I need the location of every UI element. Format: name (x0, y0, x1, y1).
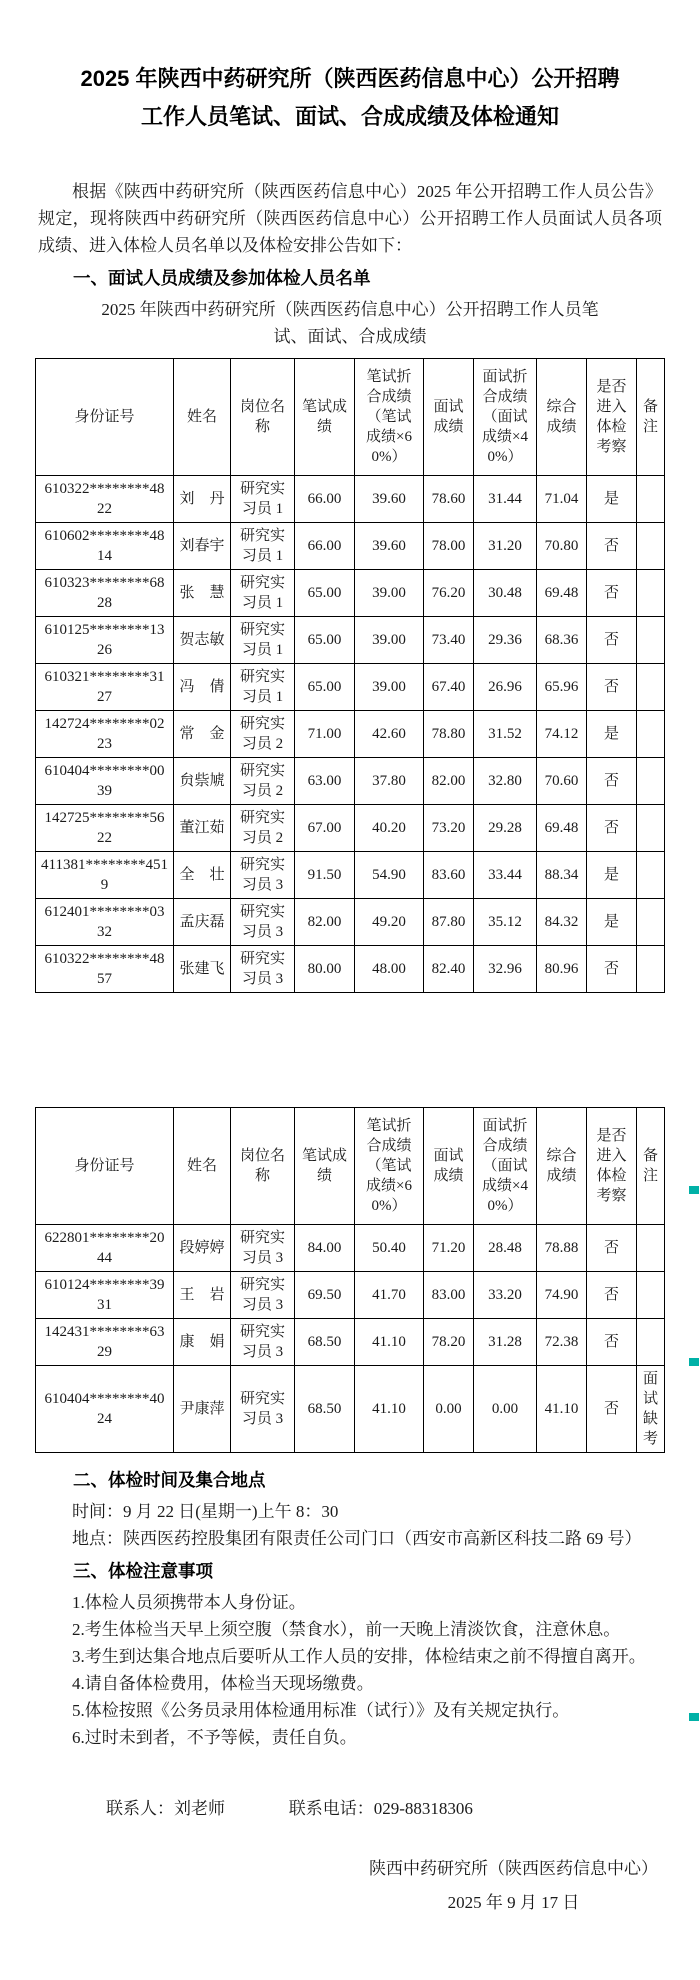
table-cell: 65.00 (295, 664, 355, 711)
table-cell: 否 (587, 758, 637, 805)
table-cell: 610321********3127 (36, 664, 174, 711)
table-cell: 42.60 (355, 711, 424, 758)
table-cell: 48.00 (355, 946, 424, 993)
table-cell: 否 (587, 523, 637, 570)
table-cell: 91.50 (295, 852, 355, 899)
column-header: 是否进入体检考察 (587, 1108, 637, 1225)
table-cell: 82.00 (295, 899, 355, 946)
table-cell: 80.96 (537, 946, 587, 993)
table-cell: 41.70 (355, 1272, 424, 1319)
table-cell: 610602********4814 (36, 523, 174, 570)
table-cell: 康 娟 (174, 1319, 231, 1366)
table-cell: 83.00 (424, 1272, 474, 1319)
score-table-caption: 2025 年陕西中药研究所（陕西医药信息中心）公开招聘工作人员笔试、面试、合成成绩 (101, 300, 599, 346)
table-cell: 142724********0223 (36, 711, 174, 758)
table-cell: 67.40 (424, 664, 474, 711)
table-cell: 70.80 (537, 523, 587, 570)
column-header: 笔试折合成绩（笔试成绩×60%） (355, 359, 424, 476)
table-cell (637, 946, 665, 993)
table-cell: 刘 丹 (174, 476, 231, 523)
table-cell: 否 (587, 1319, 637, 1366)
column-header: 面试折合成绩（面试成绩×40%） (474, 1108, 537, 1225)
table-cell: 0.00 (424, 1366, 474, 1453)
table-cell: 32.80 (474, 758, 537, 805)
table-cell: 31.52 (474, 711, 537, 758)
contact-person: 联系人：刘老师 (106, 1799, 225, 1818)
table-cell: 610322********4857 (36, 946, 174, 993)
table-cell (637, 664, 665, 711)
table-cell (637, 805, 665, 852)
table-cell: 王 岩 (174, 1272, 231, 1319)
header-row (36, 359, 665, 476)
column-header: 身份证号 (36, 359, 174, 476)
table-row (36, 523, 665, 570)
table-row (36, 852, 665, 899)
column-header: 身份证号 (36, 1108, 174, 1225)
table-cell: 全 壮 (174, 852, 231, 899)
table-cell: 50.40 (355, 1225, 424, 1272)
column-header: 面试成绩 (424, 359, 474, 476)
table-cell: 68.50 (295, 1319, 355, 1366)
table-cell: 研究实习员 1 (231, 476, 295, 523)
table-row (36, 1366, 665, 1453)
table-row (36, 1319, 665, 1366)
table-cell: 610125********1326 (36, 617, 174, 664)
table-cell: 74.12 (537, 711, 587, 758)
signature-org: 陕西中药研究所（陕西医药信息中心） (369, 1859, 658, 1878)
header-row (36, 1108, 665, 1225)
table-cell: 研究实习员 3 (231, 1319, 295, 1366)
table-cell: 26.96 (474, 664, 537, 711)
note-item: 6.过时未到者，不予等候，责任自负。 (72, 1728, 357, 1747)
signature-block (369, 1852, 658, 1920)
table-cell: 78.20 (424, 1319, 474, 1366)
column-header: 姓名 (174, 1108, 231, 1225)
table-cell: 41.10 (537, 1366, 587, 1453)
table-cell: 82.00 (424, 758, 474, 805)
table-cell: 78.80 (424, 711, 474, 758)
column-header: 综合成绩 (537, 359, 587, 476)
table-cell: 是 (587, 476, 637, 523)
table-cell: 72.38 (537, 1319, 587, 1366)
document-title: 2025 年陕西中药研究所（陕西医药信息中心）公开招聘工作人员笔试、面试、合成成绩及体检通知 (80, 66, 620, 129)
table-cell: 65.00 (295, 570, 355, 617)
table-cell: 610124********3931 (36, 1272, 174, 1319)
table-cell: 贠祡虓 (174, 758, 231, 805)
column-header: 备注 (637, 1108, 665, 1225)
table-cell (637, 899, 665, 946)
column-header: 姓名 (174, 359, 231, 476)
table-cell: 研究实习员 1 (231, 523, 295, 570)
table-cell: 研究实习员 2 (231, 711, 295, 758)
score-table-2 (35, 1107, 665, 1453)
column-header: 是否进入体检考察 (587, 359, 637, 476)
table-cell (637, 476, 665, 523)
table-row (36, 476, 665, 523)
table-cell: 142431********6329 (36, 1319, 174, 1366)
table-cell: 否 (587, 1225, 637, 1272)
table-cell (637, 570, 665, 617)
table-cell (637, 617, 665, 664)
signature-date: 2025 年 9 月 17 日 (447, 1893, 580, 1912)
table-cell: 33.20 (474, 1272, 537, 1319)
table-cell: 69.48 (537, 570, 587, 617)
table-cell: 否 (587, 805, 637, 852)
table-cell: 28.48 (474, 1225, 537, 1272)
table-cell: 31.20 (474, 523, 537, 570)
contact-phone: 联系电话：029-88318306 (288, 1799, 473, 1818)
table-cell: 68.36 (537, 617, 587, 664)
table-cell: 是 (587, 852, 637, 899)
table-row (36, 617, 665, 664)
notes-list (0, 1589, 700, 1751)
section1-heading: 一、面试人员成绩及参加体检人员名单 (73, 268, 371, 288)
table-cell: 82.40 (424, 946, 474, 993)
table-cell: 66.00 (295, 476, 355, 523)
table-cell (637, 711, 665, 758)
table-cell: 41.10 (355, 1319, 424, 1366)
column-header: 综合成绩 (537, 1108, 587, 1225)
table-cell: 39.00 (355, 617, 424, 664)
table-cell: 65.96 (537, 664, 587, 711)
column-header: 岗位名称 (231, 359, 295, 476)
table-cell: 54.90 (355, 852, 424, 899)
table-cell: 常 金 (174, 711, 231, 758)
table-cell: 研究实习员 3 (231, 946, 295, 993)
table-row (36, 758, 665, 805)
table-cell: 41.10 (355, 1366, 424, 1453)
table-cell: 610404********4024 (36, 1366, 174, 1453)
highlight-marker (689, 1358, 699, 1366)
table-cell: 孟庆磊 (174, 899, 231, 946)
table-cell: 是 (587, 899, 637, 946)
table-cell: 69.48 (537, 805, 587, 852)
table-row (36, 805, 665, 852)
table-cell (637, 852, 665, 899)
table-cell: 研究实习员 3 (231, 899, 295, 946)
table-cell: 69.50 (295, 1272, 355, 1319)
table-cell: 研究实习员 1 (231, 570, 295, 617)
table-cell: 49.20 (355, 899, 424, 946)
table-cell: 研究实习员 2 (231, 758, 295, 805)
table-cell: 71.20 (424, 1225, 474, 1272)
table-cell: 411381********4519 (36, 852, 174, 899)
table-cell: 否 (587, 1366, 637, 1453)
table-cell: 39.60 (355, 476, 424, 523)
table-cell: 研究实习员 3 (231, 1366, 295, 1453)
table-cell: 84.32 (537, 899, 587, 946)
table-cell: 贺志敏 (174, 617, 231, 664)
section2-heading: 二、体检时间及集合地点 (73, 1470, 266, 1490)
table-cell: 142725********5622 (36, 805, 174, 852)
column-header: 面试成绩 (424, 1108, 474, 1225)
table-cell: 研究实习员 3 (231, 1272, 295, 1319)
table-cell: 研究实习员 3 (231, 852, 295, 899)
table-cell: 610404********0039 (36, 758, 174, 805)
table-cell: 37.80 (355, 758, 424, 805)
table-cell: 研究实习员 3 (231, 1225, 295, 1272)
table-cell: 73.40 (424, 617, 474, 664)
table-cell: 否 (587, 946, 637, 993)
table-cell: 74.90 (537, 1272, 587, 1319)
table-cell: 否 (587, 570, 637, 617)
table-cell: 78.88 (537, 1225, 587, 1272)
table-cell: 622801********2044 (36, 1225, 174, 1272)
table-cell: 610322********4822 (36, 476, 174, 523)
column-header: 岗位名称 (231, 1108, 295, 1225)
table-cell: 31.44 (474, 476, 537, 523)
table-cell: 71.00 (295, 711, 355, 758)
exam-time-line: 时间：9 月 22 日(星期一)上午 8：30 (72, 1502, 339, 1521)
exam-place-line: 地点：陕西医药控股集团有限责任公司门口（西安市高新区科技二路 69 号） (72, 1529, 642, 1548)
table-cell (637, 523, 665, 570)
table-cell: 84.00 (295, 1225, 355, 1272)
table-cell: 否 (587, 617, 637, 664)
table-cell: 29.36 (474, 617, 537, 664)
column-header: 备注 (637, 359, 665, 476)
table-cell: 董江茹 (174, 805, 231, 852)
table-cell: 31.28 (474, 1319, 537, 1366)
table-cell: 刘春宇 (174, 523, 231, 570)
table-cell: 78.60 (424, 476, 474, 523)
page-break-gap (0, 993, 700, 1101)
table-cell: 73.20 (424, 805, 474, 852)
table-cell (637, 1319, 665, 1366)
table-cell: 70.60 (537, 758, 587, 805)
table-row (36, 1225, 665, 1272)
contact-line (38, 1795, 662, 1822)
table-cell: 39.00 (355, 570, 424, 617)
table-cell: 87.80 (424, 899, 474, 946)
table-cell: 研究实习员 2 (231, 805, 295, 852)
table-cell: 33.44 (474, 852, 537, 899)
table-row (36, 664, 665, 711)
intro-paragraph: 根据《陕西中药研究所（陕西医药信息中心）2025 年公开招聘工作人员公告》规定，现将陕西中药研究所（陕西医药信息中心）公开招聘工作人员面试人员各项成绩、进入体检人员名单以及体检安排公告如下： (38, 182, 662, 255)
column-header: 笔试折合成绩（笔试成绩×60%） (355, 1108, 424, 1225)
table-row (36, 570, 665, 617)
table-row (36, 946, 665, 993)
table-cell: 研究实习员 1 (231, 617, 295, 664)
table-cell: 76.20 (424, 570, 474, 617)
note-item: 5.体检按照《公务员录用体检通用标准（试行）》及有关规定执行。 (72, 1701, 570, 1720)
column-header: 面试折合成绩（面试成绩×40%） (474, 359, 537, 476)
table-cell: 张 慧 (174, 570, 231, 617)
table-cell: 是 (587, 711, 637, 758)
table-cell: 71.04 (537, 476, 587, 523)
table-cell: 88.34 (537, 852, 587, 899)
note-item: 3.考生到达集合地点后要听从工作人员的安排，体检结束之前不得擅自离开。 (72, 1647, 646, 1666)
table-cell: 67.00 (295, 805, 355, 852)
table-cell: 83.60 (424, 852, 474, 899)
table-cell: 35.12 (474, 899, 537, 946)
table-cell: 0.00 (474, 1366, 537, 1453)
table-cell (637, 1225, 665, 1272)
column-header: 笔试成绩 (295, 1108, 355, 1225)
table-cell: 29.28 (474, 805, 537, 852)
table-cell: 研究实习员 1 (231, 664, 295, 711)
table-cell: 80.00 (295, 946, 355, 993)
note-item: 2.考生体检当天早上须空腹（禁食水），前一天晚上清淡饮食，注意休息。 (72, 1620, 621, 1639)
table-cell: 冯 倩 (174, 664, 231, 711)
table-cell: 63.00 (295, 758, 355, 805)
table-cell: 66.00 (295, 523, 355, 570)
table-cell: 39.60 (355, 523, 424, 570)
highlight-marker (689, 1186, 699, 1194)
table-cell: 65.00 (295, 617, 355, 664)
table-cell: 30.48 (474, 570, 537, 617)
score-table-1 (35, 358, 665, 993)
section3-heading: 三、体检注意事项 (73, 1561, 213, 1581)
table-cell: 张建飞 (174, 946, 231, 993)
table-cell: 否 (587, 664, 637, 711)
table-cell (637, 758, 665, 805)
table-cell: 尹康萍 (174, 1366, 231, 1453)
table-cell: 40.20 (355, 805, 424, 852)
table-cell: 39.00 (355, 664, 424, 711)
table-cell: 否 (587, 1272, 637, 1319)
table-row (36, 899, 665, 946)
table-cell (637, 1272, 665, 1319)
table-cell: 68.50 (295, 1366, 355, 1453)
table-cell: 612401********0332 (36, 899, 174, 946)
column-header: 笔试成绩 (295, 359, 355, 476)
note-item: 1.体检人员须携带本人身份证。 (72, 1593, 306, 1612)
highlight-marker (689, 1713, 699, 1721)
table-row (36, 1272, 665, 1319)
table-cell: 32.96 (474, 946, 537, 993)
table-cell: 78.00 (424, 523, 474, 570)
table-cell: 段婷婷 (174, 1225, 231, 1272)
note-item: 4.请自备体检费用，体检当天现场缴费。 (72, 1674, 374, 1693)
table-cell: 610323********6828 (36, 570, 174, 617)
table-row (36, 711, 665, 758)
table-cell: 面试缺考 (637, 1366, 665, 1453)
